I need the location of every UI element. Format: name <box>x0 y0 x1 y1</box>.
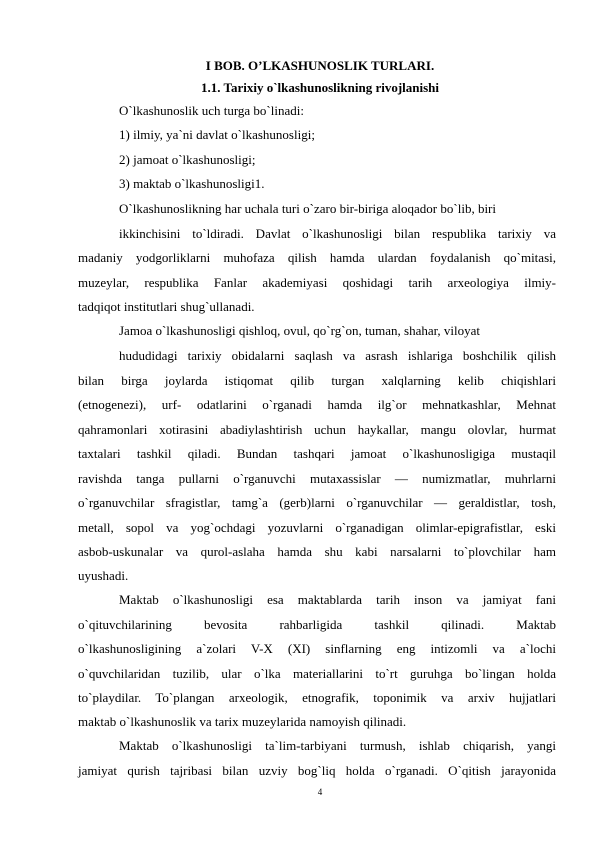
page-number: 4 <box>317 787 323 797</box>
text-line: metall, sopol va yog`ochdagi yozuvlarni o`rganadigan olimlar-epigrafistlar, eski <box>78 520 556 535</box>
text-line: ikkinchisini to`ldiradi. Davlat o`lkashunosligi bilan respublika tarixiy va <box>119 226 556 241</box>
text-line: muzeylar, respublika Fanlar akademiyasi qoshidagi tarih arxeologiya ilmiy- <box>78 275 556 290</box>
text-line: O`lkashunoslik uch turga bo`linadi: <box>119 103 304 118</box>
text-line: 1) ilmiy, ya`ni davlat o`lkashunosligi; <box>119 127 315 142</box>
text-line: o`quvchilaridan tuzilib, ular o`lka materiallarini to`rt guruhga bo`lingan holda <box>78 666 556 681</box>
text-line: Maktab o`lkashunosligi ta`lim-tarbiyani turmush, ishlab chiqarish, yangi <box>119 738 556 753</box>
text-line: tadqiqot institutlari shug`ullanadi. <box>78 299 255 314</box>
text-line: (etnogenezi), urf- odatlarini o`rganadi hamda ilg`or mehnatkashlar, Mehnat <box>78 397 556 412</box>
text-line: taxtalari tashkil qiladi. Bundan tashqari jamoat o`lkashunosligiga mustaqil <box>78 446 556 461</box>
text-line: jamiyat qurish tajribasi bilan uzviy bog`liq holda o`rganadi. O`qitish jarayonida <box>78 763 556 778</box>
text-line: bilan birga joylarda istiqomat qilib turgan xalqlarning kelib chiqishlari <box>78 373 556 388</box>
text-line: O`lkashunoslikning har uchala turi o`zaro bir-biriga aloqador bo`lib, biri <box>119 201 496 216</box>
text-line: 3) maktab o`lkashunosligi1. <box>119 176 265 191</box>
text-line: Jamoa o`lkashunosligi qishloq, ovul, qo`rg`on, tuman, shahar, viloyat <box>119 323 481 338</box>
text-line: ravishda tanga pullarni o`rganuvchi mutaxassislar — numizmatlar, muhrlarni <box>78 471 556 486</box>
text-line: qahramonlari xotirasini abadiylashtirish uchun haykallar, mangu olovlar, hurmat <box>78 422 556 437</box>
text-line: uyushadi. <box>78 568 129 583</box>
text-line: madaniy yodgorliklarni muhofaza qilish hamda ulardan foydalanish qo`mitasi, <box>78 250 556 265</box>
text-line: to`playdilar. To`plangan arxeologik, etnografik, toponimik va arxiv hujjatlari <box>78 690 556 705</box>
text-line: asbob-uskunalar va qurol-aslaha hamda shu kabi narsalarni to`plovchilar ham <box>78 544 556 559</box>
text-line: hududidagi tarixiy obidalarni saqlash va asrash ishlariga boshchilik qilish <box>119 348 556 363</box>
text-line: Maktab o`lkashunosligi esa maktablarda tarih inson va jamiyat fani <box>119 592 556 607</box>
text-line: 2) jamoat o`lkashunosligi; <box>119 152 256 167</box>
text-line: o`rganuvchilar sfragistlar, tamg`a (gerb)larni o`rganuvchilar — geraldistlar, tosh, <box>78 495 556 510</box>
text-line: o`qituvchilarining bevosita rahbarligida tashkil qilinadi. Maktab <box>78 617 556 632</box>
section-title: 1.1. Tarixiy o`lkashunoslikning rivojlanishi <box>200 80 440 95</box>
text-line: maktab o`lkashunoslik va tarix muzeylarida namoyish qilinadi. <box>78 714 407 729</box>
chapter-title: I BOB. O’LKASHUNOSLIK TURLARI. <box>205 58 435 73</box>
text-line: o`lkashunosligining a`zolari V-X (XI) sinflarning eng intizomli va a`lochi <box>78 641 556 656</box>
